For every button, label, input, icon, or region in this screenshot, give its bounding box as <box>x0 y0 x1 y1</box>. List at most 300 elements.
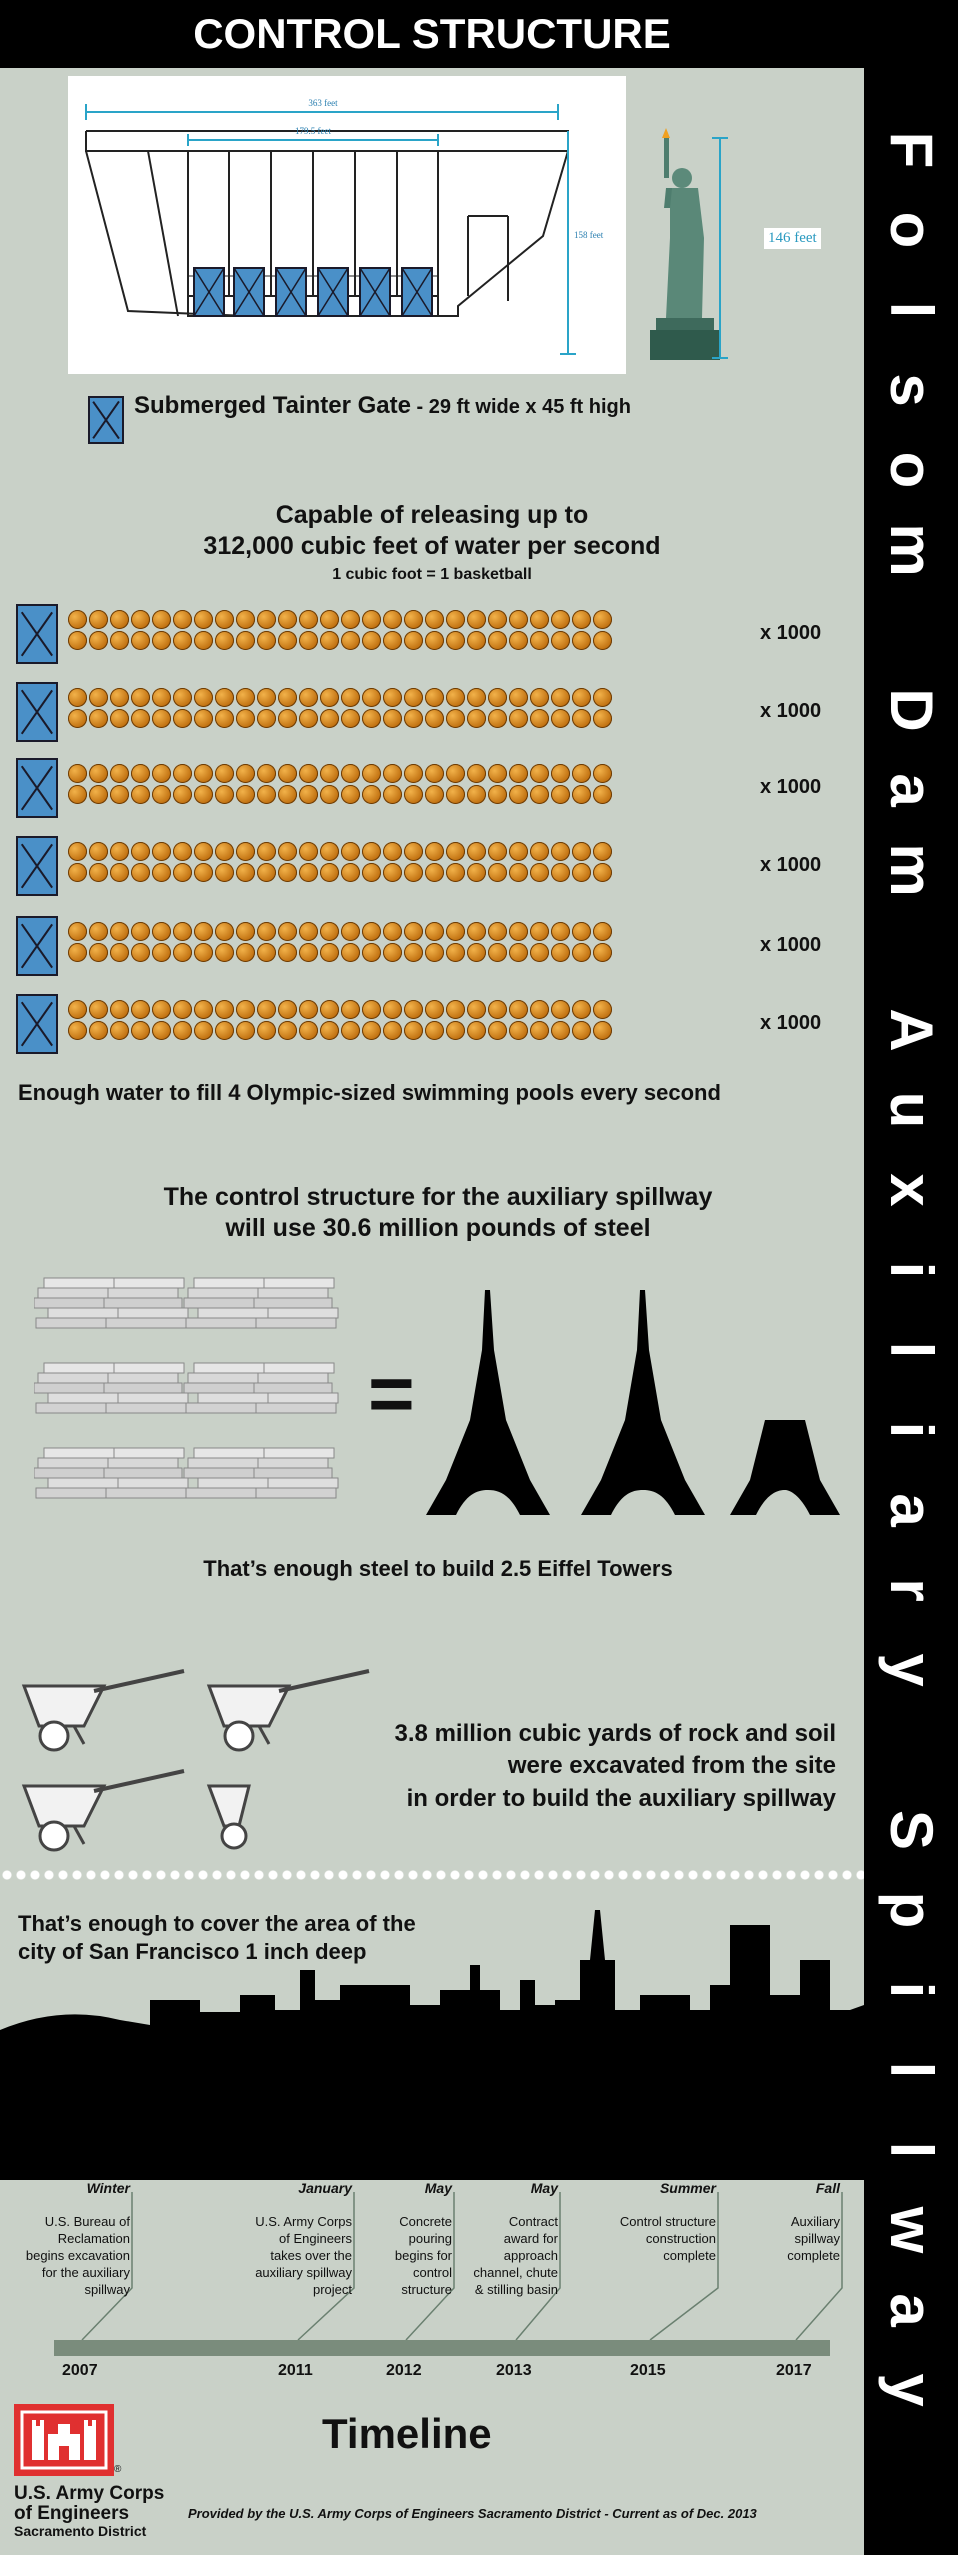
basketball-icon <box>278 842 297 861</box>
timeline-event <box>372 2180 452 2298</box>
basketball-icon <box>89 863 108 882</box>
sidebar-letter: l <box>878 1341 945 1359</box>
multiplier-label: x 1000 <box>760 854 822 876</box>
sidebar-letter: i <box>878 1981 945 1999</box>
basketball-icon <box>593 842 612 861</box>
basketball-icon <box>488 785 507 804</box>
basketball-icon <box>467 943 486 962</box>
basketball-icon <box>425 785 444 804</box>
dam-inner-width-label: 179.5 feet <box>295 126 331 136</box>
basketball-icon <box>320 631 339 650</box>
timeline-year: 2012 <box>386 2362 422 2379</box>
basketball-icon <box>383 842 402 861</box>
basketball-icon <box>341 709 360 728</box>
basketball-icon <box>257 709 276 728</box>
basketball-icon <box>89 943 108 962</box>
basketball-icon <box>299 943 318 962</box>
basketball-icon <box>215 1021 234 1040</box>
basketball-icon <box>131 863 150 882</box>
timeline-event <box>470 2180 558 2298</box>
org-line1: U.S. Army Corps <box>14 2483 165 2504</box>
basketball-icon <box>551 688 570 707</box>
basketball-icon <box>572 709 591 728</box>
timeline-year: 2017 <box>776 2362 812 2379</box>
basketball-icon <box>551 610 570 629</box>
basketball-icon <box>278 943 297 962</box>
basketball-icon <box>551 943 570 962</box>
basketball-icon <box>530 764 549 783</box>
timeline-month: Summer <box>659 2180 716 2196</box>
basketball-icon <box>299 1021 318 1040</box>
basketball-icon <box>509 943 528 962</box>
basketball-icon <box>593 610 612 629</box>
basketball-icon <box>299 764 318 783</box>
basketball-icon <box>509 1000 528 1019</box>
basketball-icon <box>110 610 129 629</box>
basketball-icon <box>152 631 171 650</box>
basketball-icon <box>593 863 612 882</box>
basketball-icon <box>173 1000 192 1019</box>
basketball-icon <box>68 688 87 707</box>
tainter-gate-icon <box>16 916 58 976</box>
tainter-gate-icon <box>88 396 124 444</box>
basketball-icon <box>89 1000 108 1019</box>
basketball-icon <box>446 943 465 962</box>
basketball-icon <box>173 842 192 861</box>
basketball-icon <box>572 631 591 650</box>
basketball-icon <box>404 610 423 629</box>
basketball-icon <box>362 943 381 962</box>
basketball-icon <box>425 863 444 882</box>
basketball-icon <box>593 631 612 650</box>
basketball-icon <box>509 709 528 728</box>
tainter-gate-icon <box>16 682 58 742</box>
basketball-icon <box>236 943 255 962</box>
basketball-icon <box>257 785 276 804</box>
sidebar-letter: l <box>878 301 945 319</box>
basketball-icon <box>572 1000 591 1019</box>
basketball-row <box>16 916 856 978</box>
release-heading <box>0 500 864 563</box>
release-line1: Capable of releasing up to <box>275 501 589 529</box>
dam-diagram <box>68 76 626 374</box>
excavation-line1: 3.8 million cubic yards of rock and soil <box>394 1720 836 1747</box>
basketball-icon <box>236 688 255 707</box>
page-title: CONTROL STRUCTURE <box>0 0 864 68</box>
multiplier-label: x 1000 <box>760 700 822 722</box>
basketball-icon <box>68 610 87 629</box>
basketball-icon <box>383 631 402 650</box>
basketball-icon <box>446 785 465 804</box>
release-note: 1 cubic foot = 1 basketball <box>332 566 532 583</box>
basketball-icon <box>425 631 444 650</box>
sidebar-letter: a <box>878 2293 945 2327</box>
basketball-icon <box>425 709 444 728</box>
basketball-icon <box>446 1000 465 1019</box>
basketball-icon <box>215 1000 234 1019</box>
basketball-icon <box>593 709 612 728</box>
basketball-icon <box>488 1000 507 1019</box>
gate-legend-title: Submerged Tainter Gate <box>134 392 411 419</box>
basketball-icon <box>467 688 486 707</box>
basketball-icon <box>551 842 570 861</box>
basketball-icon <box>341 922 360 941</box>
basketball-icon <box>236 863 255 882</box>
steel-heading <box>0 1182 876 1245</box>
basketball-icon <box>488 688 507 707</box>
basketball-icon <box>446 842 465 861</box>
basketball-icon <box>299 631 318 650</box>
basketball-icon <box>236 709 255 728</box>
steel-caption: That’s enough steel to build 2.5 Eiffel Towers <box>203 1556 673 1581</box>
basketball-icon <box>383 863 402 882</box>
basketball-icon <box>383 922 402 941</box>
basketball-icon <box>68 863 87 882</box>
basketball-icon <box>257 610 276 629</box>
basketball-icon <box>593 785 612 804</box>
basketball-icon <box>194 1021 213 1040</box>
basketball-icon <box>173 1021 192 1040</box>
basketball-icon <box>551 922 570 941</box>
basketball-icon <box>467 785 486 804</box>
pools-text: Enough water to fill 4 Olympic-sized swimming pools every second <box>18 1080 721 1105</box>
basketball-icon <box>173 943 192 962</box>
basketball-row <box>16 994 856 1056</box>
basketball-icon <box>362 764 381 783</box>
basketball-icon <box>551 709 570 728</box>
basketball-icon <box>341 610 360 629</box>
basketball-icon <box>467 1000 486 1019</box>
basketball-icon <box>194 688 213 707</box>
basketball-icon <box>257 842 276 861</box>
basketball-icon <box>131 943 150 962</box>
basketball-icon <box>278 1021 297 1040</box>
basketball-icon <box>152 863 171 882</box>
basketball-icon <box>68 943 87 962</box>
basketball-icon <box>110 922 129 941</box>
basketball-icon <box>530 842 549 861</box>
basketball-icon <box>110 1000 129 1019</box>
basketball-icon <box>215 631 234 650</box>
basketball-icon <box>68 631 87 650</box>
timeline-description: Concrete pouring begins for control structure <box>394 2214 452 2297</box>
basketball-icon <box>341 688 360 707</box>
basketball-icon <box>425 943 444 962</box>
basketball-icon <box>215 709 234 728</box>
basketball-icon <box>110 631 129 650</box>
basketball-icon <box>236 1021 255 1040</box>
basketball-icon <box>68 709 87 728</box>
basketball-icon <box>404 709 423 728</box>
basketball-icon <box>404 688 423 707</box>
basketball-icon <box>236 842 255 861</box>
basketball-icon <box>152 764 171 783</box>
basketball-icon <box>467 1021 486 1040</box>
basketball-icon <box>236 610 255 629</box>
basketball-icon <box>341 1000 360 1019</box>
timeline <box>0 2180 864 2420</box>
timeline-month: May <box>424 2180 452 2196</box>
basketball-icon <box>236 764 255 783</box>
basketball-icon <box>299 922 318 941</box>
basketball-icon <box>152 922 171 941</box>
basketball-icon <box>89 764 108 783</box>
basketball-icon <box>530 943 549 962</box>
sidebar-letter: m <box>878 843 945 897</box>
basketball-icon <box>467 709 486 728</box>
san-francisco-skyline-image <box>0 1900 864 2180</box>
basketball-icon <box>467 610 486 629</box>
basketball-icon <box>425 922 444 941</box>
basketball-icon <box>110 943 129 962</box>
org-line2: of Engineers <box>14 2502 130 2524</box>
basketball-icon <box>467 842 486 861</box>
basketball-icon <box>341 785 360 804</box>
tainter-gate-icon <box>16 604 58 664</box>
timeline-event <box>758 2180 840 2265</box>
basketball-icon <box>257 631 276 650</box>
basketball-icon <box>89 1021 108 1040</box>
basketball-icon <box>488 863 507 882</box>
basketball-icon <box>131 1021 150 1040</box>
basketball-icon <box>362 631 381 650</box>
basketball-icon <box>299 1000 318 1019</box>
skyline-line1: That’s enough to cover the area of the <box>18 1911 416 1936</box>
basketball-icon <box>383 1021 402 1040</box>
basketball-icon <box>194 631 213 650</box>
basketball-icon <box>194 764 213 783</box>
org-name <box>14 2484 164 2539</box>
basketball-icon <box>278 785 297 804</box>
basketball-icon <box>572 863 591 882</box>
timeline-description: Auxiliary spillway complete <box>787 2214 840 2263</box>
sidebar-letter: D <box>878 688 945 732</box>
multiplier-label: x 1000 <box>760 934 822 956</box>
registered-mark: ® <box>114 2464 122 2475</box>
equals-sign: = <box>368 1349 415 1438</box>
basketball-icon <box>152 785 171 804</box>
basketball-icon <box>152 709 171 728</box>
org-district: Sacramento District <box>14 2522 147 2539</box>
basketball-icon <box>446 688 465 707</box>
sidebar-letter: u <box>878 1091 945 1129</box>
excavation-line3: in order to build the auxiliary spillway <box>406 1784 836 1812</box>
basketball-icon <box>299 709 318 728</box>
basketball-icon <box>509 764 528 783</box>
basketball-icon <box>173 863 192 882</box>
basketball-icon <box>152 842 171 861</box>
basketball-icon <box>320 1021 339 1040</box>
steel-line1: The control structure for the auxiliary spillway <box>163 1183 713 1211</box>
basketball-icon <box>236 631 255 650</box>
sidebar-banner <box>864 0 958 2555</box>
basketball-icon <box>194 1000 213 1019</box>
basketball-icon <box>593 688 612 707</box>
timeline-year: 2013 <box>496 2362 532 2379</box>
basketball-icon <box>425 1000 444 1019</box>
basketball-icon <box>425 610 444 629</box>
basketball-row <box>16 836 856 898</box>
basketball-icon <box>425 764 444 783</box>
sidebar-title <box>864 120 958 2420</box>
basketball-icon <box>89 610 108 629</box>
basketball-icon <box>89 709 108 728</box>
basketball-icon <box>215 764 234 783</box>
basketball-icon <box>257 688 276 707</box>
basketball-icon <box>362 610 381 629</box>
basketball-icon <box>194 785 213 804</box>
basketball-icon <box>152 943 171 962</box>
basketball-icon <box>215 842 234 861</box>
basketball-icon <box>299 785 318 804</box>
timeline-month: January <box>298 2180 352 2196</box>
basketball-icon <box>299 688 318 707</box>
basketball-icon <box>572 842 591 861</box>
basketball-icon <box>89 688 108 707</box>
basketball-icon <box>509 842 528 861</box>
sidebar-letter: S <box>878 1809 945 1851</box>
basketball-icon <box>194 863 213 882</box>
basketball-row <box>16 604 856 666</box>
basketball-icon <box>425 842 444 861</box>
basketball-icon <box>593 943 612 962</box>
basketball-icon <box>194 842 213 861</box>
basketball-icon <box>530 709 549 728</box>
basketball-icon <box>110 863 129 882</box>
sidebar-letter: y <box>878 1653 945 1687</box>
basketball-icon <box>257 1000 276 1019</box>
basketball-icon <box>488 842 507 861</box>
basketball-icon <box>530 631 549 650</box>
timeline-bar <box>54 2340 830 2356</box>
timeline-description: U.S. Bureau of Reclamation begins excavation for the auxiliary spillway <box>25 2214 130 2297</box>
basketball-icon <box>173 764 192 783</box>
basketball-icon <box>320 610 339 629</box>
basketball-icon <box>509 863 528 882</box>
excavation-line2: were excavated from the site <box>507 1752 836 1780</box>
basketball-icon <box>215 785 234 804</box>
gate-legend-text <box>134 392 631 420</box>
basketball-icon <box>278 610 297 629</box>
basketball-icon <box>404 943 423 962</box>
basketball-icon <box>446 709 465 728</box>
basketball-icon <box>530 610 549 629</box>
sidebar-letter <box>881 600 941 660</box>
basketball-icon <box>404 785 423 804</box>
basketball-icon <box>446 922 465 941</box>
sidebar-letter: w <box>878 2206 945 2254</box>
basketball-icon <box>530 688 549 707</box>
basketball-icon <box>278 863 297 882</box>
steel-line2: will use 30.6 million pounds of steel <box>225 1214 651 1243</box>
timeline-description: Contract award for approach channel, chute & stilling basin <box>473 2214 558 2297</box>
basketball-icon <box>467 922 486 941</box>
basketball-icon <box>404 842 423 861</box>
sidebar-letter: F <box>878 131 945 169</box>
basketball-icon <box>278 764 297 783</box>
basketball-icon <box>362 1021 381 1040</box>
basketball-icon <box>110 842 129 861</box>
sidebar-letter: a <box>878 773 945 807</box>
basketball-icon <box>383 943 402 962</box>
basketball-icon <box>257 1021 276 1040</box>
basketball-icon <box>341 842 360 861</box>
basketball-icon <box>131 785 150 804</box>
basketball-icon <box>509 922 528 941</box>
basketball-icon <box>593 922 612 941</box>
basketball-icon <box>236 785 255 804</box>
basketball-icon <box>572 943 591 962</box>
basketball-icon <box>131 610 150 629</box>
basketball-icon <box>530 863 549 882</box>
basketball-icon <box>383 764 402 783</box>
basketball-icon <box>509 631 528 650</box>
wheelbarrows-image <box>14 1666 374 1861</box>
basketball-icon <box>467 764 486 783</box>
basketball-icon <box>68 1000 87 1019</box>
timeline-event <box>616 2180 716 2265</box>
timeline-event <box>246 2180 352 2298</box>
basketball-icon <box>383 785 402 804</box>
timeline-description: Control structure construction complete <box>619 2214 716 2263</box>
basketball-icon <box>257 943 276 962</box>
sidebar-letter: r <box>878 1578 945 1602</box>
sidebar-letter: s <box>878 373 945 407</box>
basketball-icon <box>194 943 213 962</box>
sidebar-letter: l <box>878 2061 945 2079</box>
basketball-icon <box>341 863 360 882</box>
basketball-icon <box>530 922 549 941</box>
basketball-icon <box>215 943 234 962</box>
basketball-icon <box>530 785 549 804</box>
basketball-icon <box>131 764 150 783</box>
basketball-icon <box>131 1000 150 1019</box>
basketball-icon <box>383 610 402 629</box>
basketball-icon <box>572 785 591 804</box>
basketball-icon <box>404 1021 423 1040</box>
basketball-icon <box>89 785 108 804</box>
basketball-icon <box>320 943 339 962</box>
basketball-icon <box>173 610 192 629</box>
basketball-icon <box>572 764 591 783</box>
basketball-icon <box>593 1000 612 1019</box>
basketball-icon <box>488 631 507 650</box>
basketball-icon <box>530 1021 549 1040</box>
basketball-icon <box>131 842 150 861</box>
basketball-icon <box>551 631 570 650</box>
basketball-icon <box>488 922 507 941</box>
basketball-icon <box>572 922 591 941</box>
sidebar-letter: l <box>878 2141 945 2159</box>
basketball-icon <box>89 922 108 941</box>
basketball-icon <box>194 610 213 629</box>
multiplier-label: x 1000 <box>760 622 822 644</box>
basketball-icon <box>362 785 381 804</box>
dam-width-label: 363 feet <box>308 98 338 108</box>
basketball-icon <box>572 610 591 629</box>
timeline-year: 2007 <box>62 2362 98 2379</box>
basketball-icon <box>341 1021 360 1040</box>
basketball-icon <box>362 709 381 728</box>
basketball-icon <box>572 1021 591 1040</box>
basketball-icon <box>131 688 150 707</box>
basketball-icon <box>320 764 339 783</box>
basketball-icon <box>341 631 360 650</box>
basketball-icon <box>215 922 234 941</box>
basketball-icon <box>320 922 339 941</box>
multiplier-label: x 1000 <box>760 1012 822 1034</box>
basketball-icon <box>509 785 528 804</box>
